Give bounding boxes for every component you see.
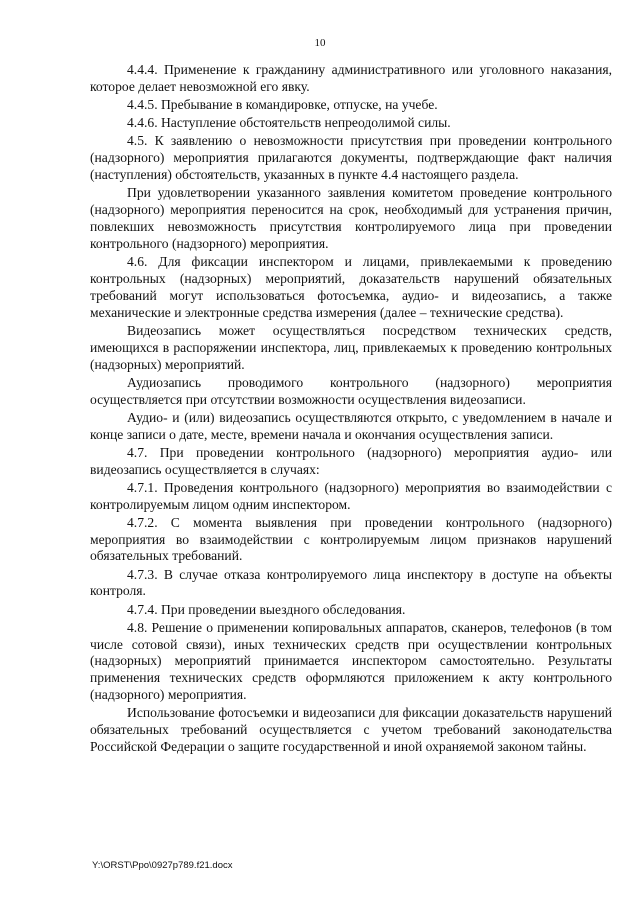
paragraph-4-4-5: 4.4.5. Пребывание в командировке, отпуске, на учебе. [127, 97, 438, 112]
paragraph-4-4-4: 4.4.4. Применение к гражданину административного или уголовного наказания, которое делает невозможной его явку. [90, 62, 612, 94]
paragraph-4-6: 4.6. Для фиксации инспектором и лицами, привлекаемыми к проведению контрольных (надзорных) мероприятий, доказательств нарушений обязательных требований могут использоваться фотосъемка, аудио- и видеозапись, а также механические и электронные средства измерения (далее – технические средства). [90, 253, 612, 320]
paragraph-4-4-6: 4.4.6. Наступление обстоятельств непреодолимой силы. [127, 115, 451, 131]
paragraph-4-5-continued: При удовлетворении указанного заявления комитетом проведение контрольного (надзорного) мероприятия переносится на срок, необходимый для устранения причин, повлекших невозможность присутствия контролируемого лица при проведении контрольного (надзорного) мероприятия. [90, 185, 612, 251]
paragraph-open-recording: Аудио- и (или) видеозапись осуществляются открыто, с уведомлением в начале и конце записи о дате, месте, времени начала и окончания осуществления записи. [90, 409, 612, 442]
paragraph-audio-recording: Аудиозапись проводимого контрольного (надзорного) мероприятия осуществляется при отсутствии возможности осуществления видеозаписи. [90, 374, 612, 407]
paragraph-4-7-4: 4.7.4. При проведении выездного обследования. [127, 601, 406, 617]
paragraph-4-7-2: 4.7.2. С момента выявления при проведении контрольного (надзорного) мероприятия во взаимодействии с контролируемым лицом признаков нарушений обязательных требований. [90, 514, 612, 564]
paragraph-video-recording: Видеозапись может осуществляться посредством технических средств, имеющихся в распоряжении инспектора, лиц, привлекаемых к проведению контрольных (надзорных) мероприятий. [90, 322, 612, 372]
paragraph-4-7-1: 4.7.1. Проведения контрольного (надзорного) мероприятия во взаимодействии с контролируемым лицом одним инспектором. [90, 479, 612, 512]
paragraph-photo-video-usage: Использование фотосъемки и видеозаписи для фиксации доказательств нарушений обязательных требований осуществляется с учетом требований законодательства Российской Федерации о защите государственной и иной охраняемой законом тайны. [90, 705, 612, 755]
page-number: 10 [314, 37, 326, 49]
document-body [90, 62, 612, 757]
paragraph-4-7: 4.7. При проведении контрольного (надзорного) мероприятия аудио- или видеозапись осуществляется в случаях: [90, 444, 612, 477]
paragraph-4-7-3: 4.7.3. В случае отказа контролируемого лица инспектору в доступе на объекты контроля. [90, 566, 612, 599]
paragraph-4-8: 4.8. Решение о применении копировальных аппаратов, сканеров, телефонов (в том числе сотовой связи), иных технических средств при осуществлении контрольных (надзорных) мероприятий принимается инспектором самостоятельно. Результаты применения технических средств оформляются приложением к акту контрольного (надзорного) мероприятия. [90, 619, 612, 703]
file-path-footer: Y:\ORST\Ppo\0927p789.f21.docx [92, 860, 233, 871]
paragraph-4-5: 4.5. К заявлению о невозможности присутствия при проведении контрольного (надзорного) мероприятия прилагаются документы, подтверждающие факт наличия (наступления) обстоятельств, указанных в пункте 4.4 настоящего раздела. [90, 133, 612, 182]
